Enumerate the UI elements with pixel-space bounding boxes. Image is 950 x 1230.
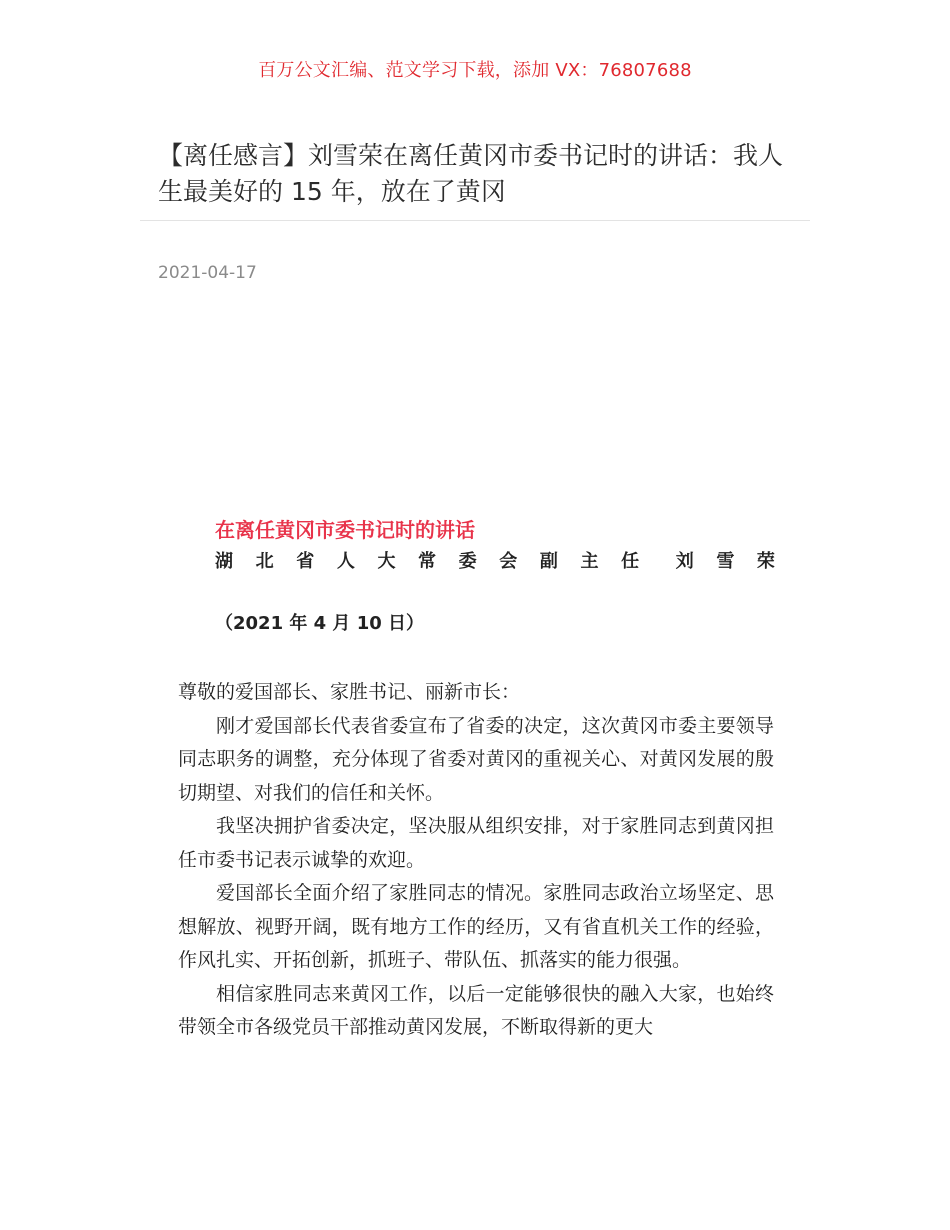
speaker-char: 会 [499,551,518,572]
paragraph: 爱国部长全面介绍了家胜同志的情况。家胜同志政治立场坚定、思想解放、视野开阔，既有地方工作的经历，又有省直机关工作的经验，作风扎实、开拓创新，抓班子、带队伍、抓落实的能力很强。 [178,882,774,971]
speaker-char: 委 [458,551,477,572]
paragraph: 刚才爱国部长代表省委宣布了省委的决定，这次黄冈市委主要领导同志职务的调整，充分体现了省委对黄冈的重视关心、对黄冈发展的殷切期望、对我们的信任和关怀。 [178,714,774,804]
speaker-char: 人 [336,551,355,572]
speaker-char: 湖 [215,551,233,572]
publish-date: 2021-04-17 [158,263,257,283]
speaker-char: 雪 [716,551,735,572]
speaker-char: 荣 [756,551,775,572]
download-banner: 百万公文汇编、范文学习下载，添加 VX：76807688 [258,60,692,81]
speaker-char: 副 [539,551,558,572]
speech-date: （2021 年 4 月 10 日） [215,613,425,634]
speaker-char: 省 [296,551,315,572]
speaker-char: 大 [377,551,396,572]
salutation: 尊敬的爱国部长、家胜书记、丽新市长： [178,681,521,703]
speaker-char: 主 [580,551,599,572]
speech-heading: 在离任黄冈市委书记时的讲话 [215,518,475,542]
speaker-char: 刘 [675,551,694,572]
paragraph: 相信家胜同志来黄冈工作，以后一定能够很快的融入大家，也始终带领全市各级党员干部推动黄冈发展，不断取得新的更大 [178,982,774,1038]
title-divider [140,220,810,221]
speech-body [178,676,774,1045]
article-title: 【离任感言】刘雪荣在离任黄冈市委书记时的讲话：我人生最美好的 15 年，放在了黄冈 [158,141,784,206]
speaker-char: 常 [418,551,437,572]
speaker-char: 任 [621,551,640,572]
paragraph: 我坚决拥护省委决定，坚决服从组织安排，对于家胜同志到黄冈担任市委书记表示诚挚的欢迎。 [178,815,774,871]
speaker-line [215,547,775,573]
speaker-char: 北 [255,551,274,572]
